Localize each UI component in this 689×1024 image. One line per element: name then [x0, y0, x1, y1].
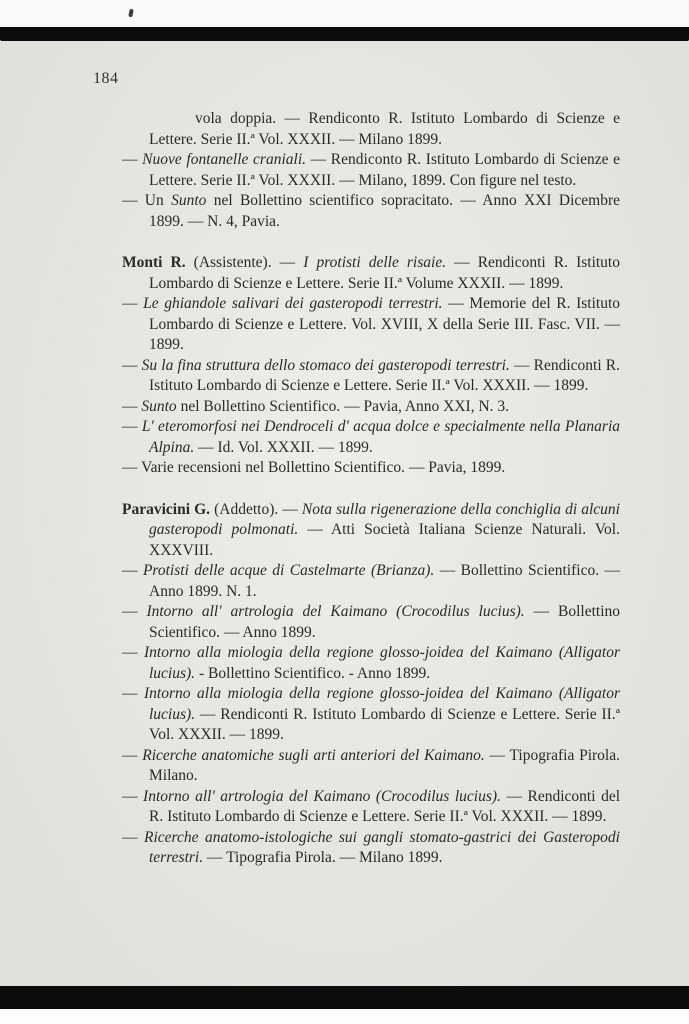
- bibliography-entry: [122, 602, 620, 643]
- entry-text: —: [122, 356, 142, 374]
- work-title: Intorno alla miologia della regione glosso-joidea del Kaimano (Alligator lucius).: [144, 644, 620, 682]
- entry-text: — Bollettino Scientifico. — Anno 1899. N. 1.: [149, 562, 620, 600]
- work-title: L' eteromorfosi nei Dendroceli d' acqua dolce e specialmente nella Planaria Alpina.: [141, 418, 620, 456]
- entry-text: —: [122, 295, 144, 312]
- entry-text: — Id. Vol. XXXII. — 1899.: [194, 438, 373, 456]
- entry-text: —: [122, 644, 145, 661]
- work-title: Ricerche anatomiche sugli arti anteriori del Kaimano.: [142, 746, 485, 764]
- entry-text: —: [122, 787, 144, 805]
- entry-text: nel Bollettino scientifico sopracitato. — Anno XXI Dicembre 1899. — N. 4, Pavia.: [149, 192, 620, 230]
- work-title: Sunto: [171, 192, 207, 209]
- work-title: Ricerche anatomo-istologiche sui gangli stomato-gastrici dei Gasteropodi terrestri.: [143, 828, 620, 866]
- bibliography-entry: [122, 294, 620, 356]
- entry-text: — Atti Società Italiana Scienze Naturali. Vol. XXXVIII.: [149, 521, 620, 559]
- work-title: Le ghiandole salivari dei gasteropodi terrestri.: [143, 295, 443, 312]
- bibliography-entries: [122, 109, 620, 869]
- entry-text: (Addetto). —: [210, 500, 302, 518]
- entry-text: — Rendiconti R. Istituto Lombardo di Scienze e Lettere. Serie II.ª Vol. XXXII. — 1899.: [149, 356, 620, 394]
- work-title: I protisti delle risaie.: [303, 254, 447, 271]
- bibliography-entry: [122, 458, 620, 479]
- bibliography-entry: [122, 253, 620, 294]
- entry-text: — Varie recensioni nel Bollettino Scientifico. — Pavia, 1899.: [122, 459, 506, 476]
- scan-artifact-top-bar: [0, 27, 689, 41]
- entry-text: —: [122, 746, 143, 764]
- entry-text: — Memorie del R. Istituto Lombardo di Scienze e Lettere. Vol. XVIII, X della Serie III. Fasc. VII. — 1899.: [149, 295, 621, 353]
- entry-text: vola doppia. — Rendiconto R. Istituto Lombardo di Scienze e Lettere. Serie II.ª Vol. XXXII. — Milano 1899.: [149, 110, 620, 148]
- entry-text: —: [122, 828, 144, 846]
- entry-text: — Rendiconti R. Istituto Lombardo di Scienze e Lettere. Serie II.ª Vol. XXXII. — 1899.: [149, 705, 620, 743]
- author-name: Paravicini G.: [122, 500, 211, 518]
- entry-text: —: [122, 418, 142, 435]
- bibliography-entry: [122, 397, 620, 418]
- bibliography-entry: [122, 109, 620, 150]
- work-title: Su la fina struttura dello stomaco dei gasteropodi terrestri.: [141, 356, 510, 374]
- entry-text: —: [122, 397, 142, 415]
- work-title: Intorno all' artrologia del Kaimano (Crocodilus lucius).: [143, 787, 501, 805]
- page-number: 184: [93, 70, 119, 87]
- entry-text: —: [122, 562, 143, 579]
- entry-text: — Tipografia Pirola. — Milano 1899.: [203, 849, 443, 866]
- scan-artifact-bottom-bar: [0, 986, 689, 1009]
- work-title: Protisti delle acque di Castelmarte (Brianza).: [142, 562, 435, 579]
- entry-text: — Un: [122, 192, 172, 209]
- entry-text: - Bollettino Scientifico. - Anno 1899.: [195, 664, 431, 682]
- entry-text: — Rendiconti R. Istituto Lombardo di Scienze e Lettere. Serie II.ª Volume XXXII. — 1899.: [149, 254, 620, 292]
- bibliography-entry: [122, 746, 620, 787]
- bibliography-entry: [122, 787, 620, 828]
- bibliography-entry: [122, 561, 620, 602]
- scanned-page: [0, 27, 689, 986]
- bibliography-entry: [122, 500, 620, 562]
- entry-text: nel Bollettino Scientifico. — Pavia, Anno XXI, N. 3.: [176, 397, 510, 415]
- entry-text: —: [122, 685, 145, 702]
- bibliography-entry: [122, 828, 620, 869]
- entry-text: —: [122, 603, 147, 620]
- entry-text: — Rendiconto R. Istituto Lombardo di Scienze e Lettere. Serie II.ª Vol. XXXII. — Milano, 1899. Con figure nel testo.: [149, 151, 620, 189]
- scan-margin-bottom: [0, 1009, 689, 1024]
- bibliography-entry: [122, 417, 620, 458]
- entry-text: (Assistente). —: [185, 254, 304, 271]
- work-title: Intorno alla miologia della regione glosso-joidea del Kaimano (Alligator lucius).: [144, 685, 620, 723]
- bibliography-entry: [122, 150, 620, 191]
- entry-text: — Tipografia Pirola. Milano.: [149, 746, 620, 784]
- work-title: Nota sulla rigenerazione della conchiglia di alcuni gasteropodi polmonati.: [149, 500, 620, 538]
- bibliography-entry: [122, 356, 620, 397]
- work-title: Sunto: [141, 397, 177, 415]
- entry-text: —: [122, 151, 143, 168]
- entry-text: — Bollettino Scientifico. — Anno 1899.: [149, 603, 621, 641]
- bibliography-entry: [122, 684, 620, 746]
- bibliography-entry: [122, 191, 620, 232]
- work-title: Intorno all' artrologia del Kaimano (Crocodilus lucius).: [146, 603, 525, 620]
- entry-text: — Rendiconti del R. Istituto Lombardo di Scienze e Lettere. Serie II.ª Vol. XXXII. — 1899.: [149, 787, 621, 825]
- work-title: Nuove fontanelle craniali.: [142, 151, 306, 168]
- bibliography-entry: [122, 643, 620, 684]
- author-name: Monti R.: [122, 254, 186, 271]
- scan-margin-top: [0, 0, 689, 27]
